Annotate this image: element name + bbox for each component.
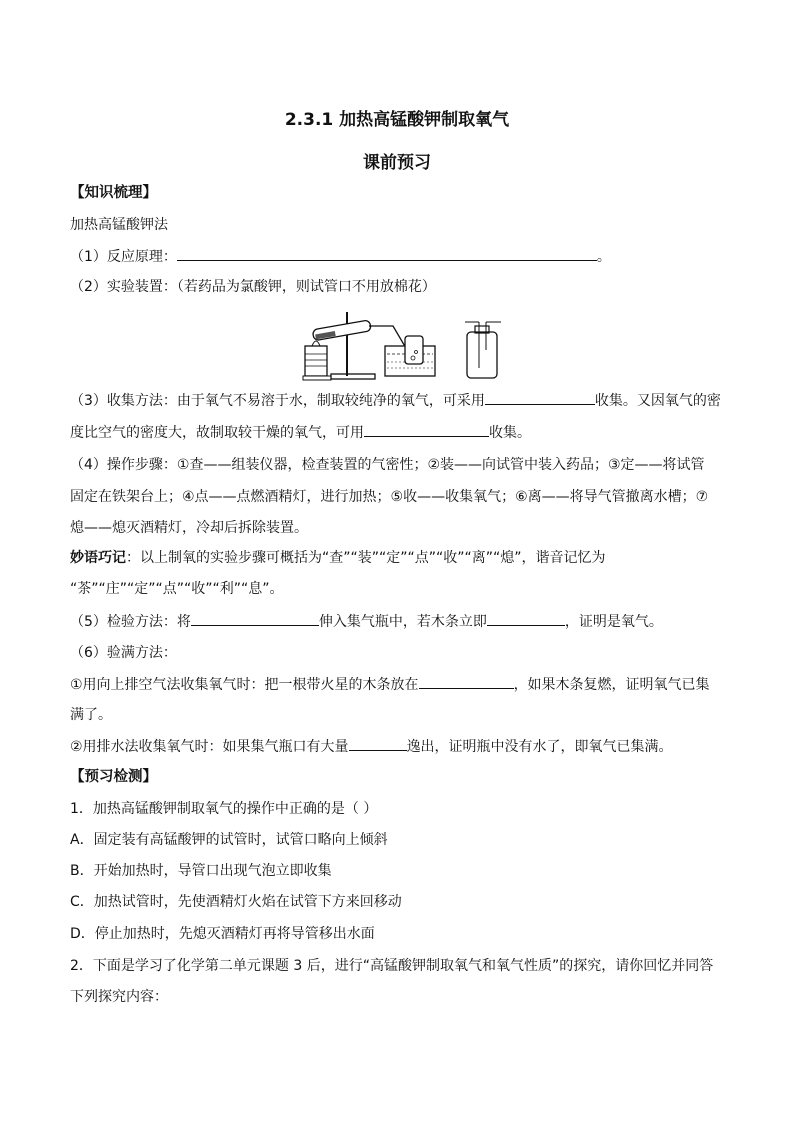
- knowledge-heading: 【知识梳理】: [70, 185, 157, 201]
- item6-1-line2: 满了。: [70, 707, 112, 723]
- item3-line1: [70, 390, 721, 411]
- test-tube: [312, 320, 371, 341]
- item4-line1: （4）操作步骤：①查——组装仪器，检查装置的气密性；②装——向试管中装入药品；③定——将试管: [70, 457, 705, 473]
- option-b: B．开始加热时，导管口出现气泡立即收集: [70, 863, 332, 879]
- answer-blank[interactable]: [485, 390, 595, 405]
- item5-text: （5）检验方法：将: [70, 614, 191, 630]
- item6-line: （6）验满方法：: [70, 645, 177, 661]
- item2-line: （2）实验装置：（若药品为氯酸钾，则试管口不用放棉花）: [70, 279, 436, 295]
- item1-label: （1）反应原理：: [70, 249, 177, 265]
- alcohol-lamp: [305, 346, 327, 376]
- item3-text-d: 收集。: [489, 425, 531, 441]
- answer-blank[interactable]: [487, 611, 565, 626]
- question-2-line2: 下列探究内容：: [70, 989, 168, 1005]
- method-label: 加热高锰酸钾法: [70, 217, 168, 233]
- item5-text-c: ，证明是氧气。: [564, 614, 663, 630]
- lesson-title: 2.3.1 加热高锰酸钾制取氧气: [284, 110, 510, 130]
- question-2-line1: 2．下面是学习了化学第二单元课题 3 后，进行“高锰酸钾制取氧气和氧气性质”的探究，请你回忆并同答: [70, 958, 714, 974]
- preview-heading: 【预习检测】: [70, 769, 157, 785]
- question-1: 1．加热高锰酸钾制取氧气的操作中正确的是（ ）: [70, 801, 378, 817]
- item6-2-text-b: 逸出，证明瓶中没有水了，即氧气已集满。: [406, 739, 673, 755]
- item6-2-text: ②用排水法收集氧气时：如果集气瓶口有大量: [70, 739, 349, 755]
- item1-line: [70, 246, 611, 267]
- answer-blank[interactable]: [364, 422, 489, 437]
- gas-bottle: [467, 332, 497, 378]
- option-a: A．固定装有高锰酸钾的试管时，试管口略向上倾斜: [70, 832, 388, 848]
- mnemonic-text: ：以上制氧的实验步骤可概括为“查”“装”“定”“点”“收”“离”“熄”，谐音记忆为: [126, 550, 606, 566]
- answer-blank[interactable]: [191, 611, 319, 626]
- item4-line3: 熄——熄灭酒精灯，冷却后拆除装置。: [70, 520, 308, 536]
- mnemonic-line1: [70, 548, 606, 568]
- section-title: 课前预习: [363, 153, 431, 173]
- item3-text: （3）收集方法：由于氧气不易溶于水，制取较纯净的氧气，可采用: [70, 393, 485, 409]
- item6-1-text-b: ，如果木条复燃，证明氧气已集: [513, 677, 710, 693]
- item6-1-text: ①用向上排空气法收集氧气时：把一根带火星的木条放在: [70, 677, 419, 693]
- item6-2-line: [70, 736, 673, 757]
- item3-text-c: 度比空气的密度大，故制取较干燥的氧气，可用: [70, 425, 364, 441]
- mnemonic-label: 妙语巧记: [70, 550, 126, 566]
- item4-line2: 固定在铁架台上；④点——点燃酒精灯，进行加热；⑤收——收集氧气；⑥离——将导气管撤离水槽；⑦: [70, 489, 709, 505]
- option-c: C．加热试管时，先使酒精灯火焰在试管下方来回移动: [70, 894, 402, 910]
- answer-blank[interactable]: [349, 736, 407, 751]
- answer-blank[interactable]: [177, 246, 597, 261]
- item5-line: [70, 611, 663, 632]
- item1-end: 。: [596, 249, 611, 265]
- apparatus-diagram: [295, 302, 515, 382]
- item6-1-line1: [70, 674, 710, 695]
- option-d: D．停止加热时，先熄灭酒精灯再将导管移出水面: [70, 926, 375, 942]
- item3-line2: [70, 422, 531, 443]
- item3-text-b: 收集。又因氧气的密: [594, 393, 721, 409]
- item5-text-b: 伸入集气瓶中，若木条立即: [318, 614, 487, 630]
- answer-blank[interactable]: [419, 674, 514, 689]
- mnemonic-line2: “茶”“庄”“定”“点”“收”“利”“息”。: [70, 581, 284, 597]
